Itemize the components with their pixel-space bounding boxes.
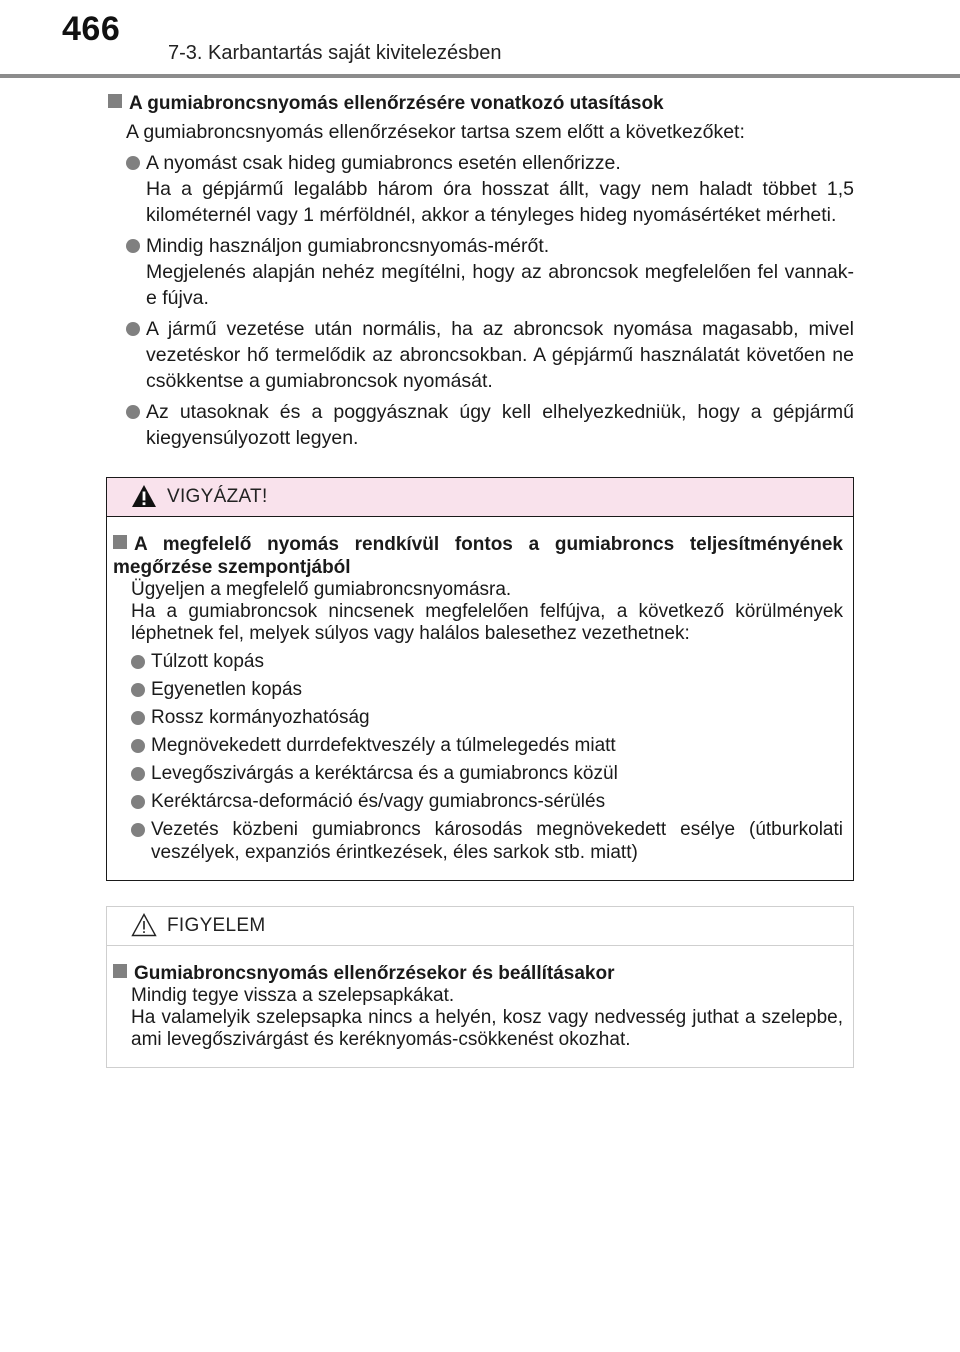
list-item-text: Keréktárcsa-deformáció és/vagy gumiabroncs-sérülés: [151, 791, 606, 812]
page-header: [0, 0, 960, 82]
bullet-line: A nyomást csak hideg gumiabroncs esetén ellenőrizze.: [146, 152, 621, 174]
gray-square-icon: [108, 94, 122, 108]
warning-triangle-outline-icon: [131, 913, 157, 942]
notice-text-2: Ha valamelyik szelepsapka nincs a helyén, kosz vagy nedvesség juthat a szelepbe, ami levegőszivárgást és keréknyomás-csökkenést okozhat.: [131, 1007, 843, 1050]
caution-box: [106, 477, 854, 881]
bullet-icon: [131, 767, 145, 781]
gray-square-icon: [113, 964, 127, 978]
list-item-text: Túlzott kopás: [151, 651, 264, 672]
list-item: [131, 650, 843, 673]
notice-header: [107, 907, 853, 946]
bullet-icon: [131, 739, 145, 753]
caution-text-2: Ha a gumiabroncsok nincsenek megfelelően felfújva, a következő körülmények léphetnek fel, melyek súlyos vagy halálos balesethez vezethetnek:: [131, 601, 843, 644]
warning-triangle-filled-icon: [131, 484, 157, 513]
bullet-icon: [126, 239, 140, 253]
list-item-text: Vezetés közbeni gumiabroncs károsodás megnövekedett esélye (útburkolati veszélyek, expanziós érintkezések, éles sarkok stb. miatt): [151, 819, 843, 863]
gray-square-icon: [113, 535, 127, 549]
list-item-text: Megnövekedett durrdefektveszély a túlmelegedés miatt: [151, 735, 616, 756]
list-item-text: Egyenetlen kopás: [151, 679, 303, 700]
notice-title: FIGYELEM: [167, 915, 266, 936]
bullet-line: Az utasoknak és a poggyásznak úgy kell elhelyezkedniük, hogy a gépjármű kiegyensúlyozott legyen.: [146, 401, 854, 449]
page-number: 466: [62, 10, 121, 48]
caution-text-1: Ügyeljen a megfelelő gumiabroncsnyomásra.: [131, 579, 512, 600]
notice-text-1: Mindig tegye vissza a szelepsapkákat.: [131, 985, 455, 1006]
bullet-line: Ha a gépjármű legalább három óra hosszat állt, vagy nem haladt többet 1,5 kilométernél vagy 1 mérföldnél, akkor a tényleges hideg nyomásértéket mérheti.: [146, 178, 854, 226]
list-item: [131, 790, 843, 813]
bullet-icon: [126, 405, 140, 419]
list-item: [131, 734, 843, 757]
notice-body: [107, 946, 853, 1067]
header-divider: [0, 74, 960, 78]
list-item: [131, 678, 843, 701]
caution-heading: [113, 533, 843, 579]
bullet-icon: [131, 823, 145, 837]
main-heading-text: A gumiabroncsnyomás ellenőrzésére vonatkozó utasítások: [129, 93, 664, 114]
list-item: [126, 399, 854, 451]
bullet-icon: [131, 683, 145, 697]
list-item-text: Rossz kormányozhatóság: [151, 707, 370, 728]
notice-box: [106, 906, 854, 1068]
notice-heading: [113, 962, 843, 985]
bullet-icon: [131, 795, 145, 809]
bullet-icon: [126, 322, 140, 336]
bullet-icon: [126, 156, 140, 170]
bullet-icon: [131, 655, 145, 669]
caution-list: [131, 650, 843, 864]
notice-heading-text: Gumiabroncsnyomás ellenőrzésekor és beállításakor: [134, 963, 615, 984]
bullet-line: A jármű vezetése után normális, ha az abroncsok nyomása magasabb, mivel vezetéskor hő termelődik az abroncsokban. A gépjármű használatát követően ne csökkentse a gumiabroncsok nyomását.: [146, 318, 854, 392]
bullet-icon: [131, 711, 145, 725]
bullet-line: Mindig használjon gumiabroncsnyomás-mérőt.: [146, 235, 550, 257]
caution-title: VIGYÁZAT!: [167, 486, 268, 507]
bullet-line: Megjelenés alapján nehéz megítélni, hogy az abroncsok megfelelően fel vannak-e fújva.: [146, 261, 854, 309]
main-section: [108, 92, 854, 451]
caution-heading-text: A megfelelő nyomás rendkívül fontos a gumiabroncs teljesítményének megőrzése szempontjából: [113, 534, 843, 578]
list-item: [131, 818, 843, 864]
main-heading: [108, 92, 854, 116]
caution-header: [107, 478, 853, 517]
main-intro: A gumiabroncsnyomás ellenőrzésekor tartsa szem előtt a következőket:: [126, 121, 745, 143]
caution-body: [107, 517, 853, 880]
list-item: [126, 316, 854, 394]
section-title: 7-3. Karbantartás saját kivitelezésben: [168, 42, 502, 64]
list-item: [126, 150, 854, 228]
main-bullet-list: [126, 150, 854, 451]
list-item: [131, 706, 843, 729]
list-item: [131, 762, 843, 785]
list-item: [126, 233, 854, 311]
list-item-text: Levegőszivárgás a keréktárcsa és a gumiabroncs közül: [151, 763, 618, 784]
